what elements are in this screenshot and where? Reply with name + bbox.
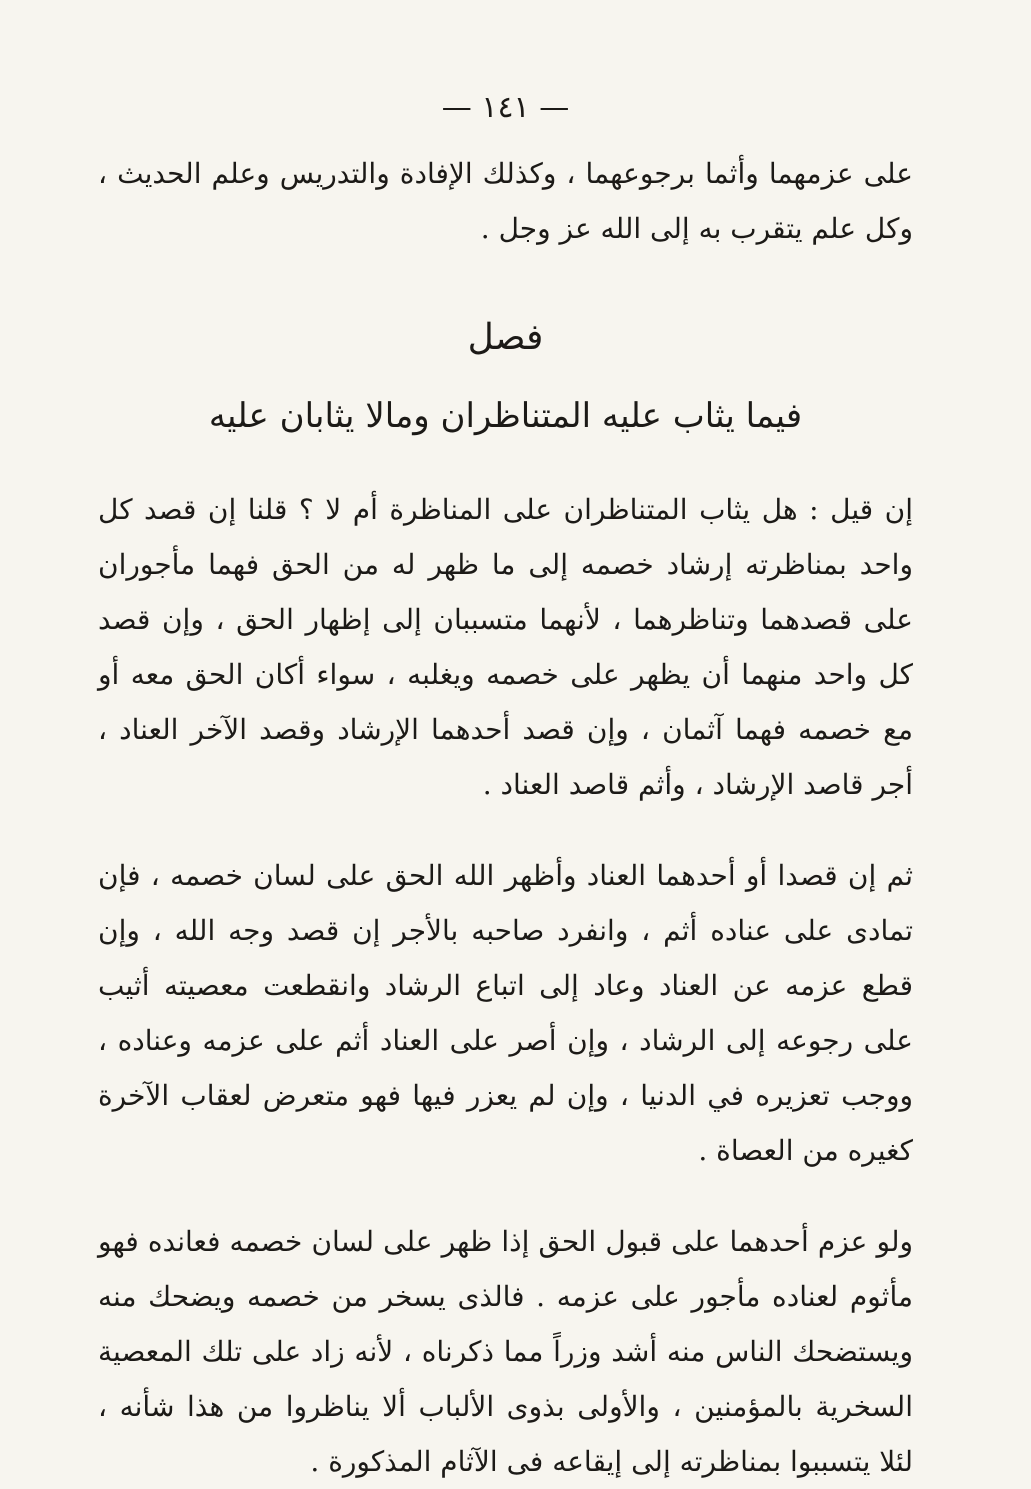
- section-subheading: فيما يثاب عليه المتناظران ومالا يثابان عليه: [208, 396, 803, 436]
- paragraph-3: ولو عزم أحدهما على قبول الحق إذا ظهر على لسان خصمه فعانده فهو مأثوم لعناده مأجور على عزمه . فالذى يسخر من خصمه ويضحك منه ويستضحك الناس منه أشد وزراً مما ذكرناه ، لأنه زاد على تلك المعصية السخرية بالمؤمنين ، والأولى بذوى الألباب ألا يناظروا من هذا شأنه ، لئلا يتسببوا بمناظرته إلى إيقاعه فى الآثام المذكورة .: [98, 1225, 913, 1478]
- paragraph-2: ثم إن قصدا أو أحدهما العناد وأظهر الله الحق على لسان خصمه ، فإن تمادى على عناده أثم ، وانفرد صاحبه بالأجر إن قصد وجه الله ، وإن قطع عزمه عن العناد وعاد إلى اتباع الرشاد وانقطعت معصيته أثيب على رجوعه إلى الرشاد ، وإن أصر على العناد أثم على عزمه وعناده ، ووجب تعزيره في الدنيا ، وإن لم يعزر فيها فهو متعرض لعقاب الآخرة كغيره من العصاة .: [98, 859, 913, 1167]
- intro-paragraph: على عزمهما وأثما برجوعهما ، وكذلك الإفادة والتدريس وعلم الحديث ، وكل علم يتقرب به إلى الله عز وجل .: [98, 157, 913, 245]
- section-heading: فصل: [467, 317, 544, 358]
- paragraph-1: إن قيل : هل يثاب المتناظران على المناظرة أم لا ؟ قلنا إن قصد كل واحد بمناظرته إرشاد خصمه إلى ما ظهر له من الحق فهما مأجوران على قصدهما وتناظرهما ، لأنهما متسببان إلى إظهار الحق ، وإن قصد كل واحد منهما أن يظهر على خصمه ويغلبه ، سواء أكان الحق معه أو مع خصمه فهما آثمان ، وإن قصد أحدهما الإرشاد وقصد الآخر العناد ، أجر قاصد الإرشاد ، وأثم قاصد العناد .: [98, 493, 913, 801]
- page-number: — ١٤١ —: [441, 90, 570, 125]
